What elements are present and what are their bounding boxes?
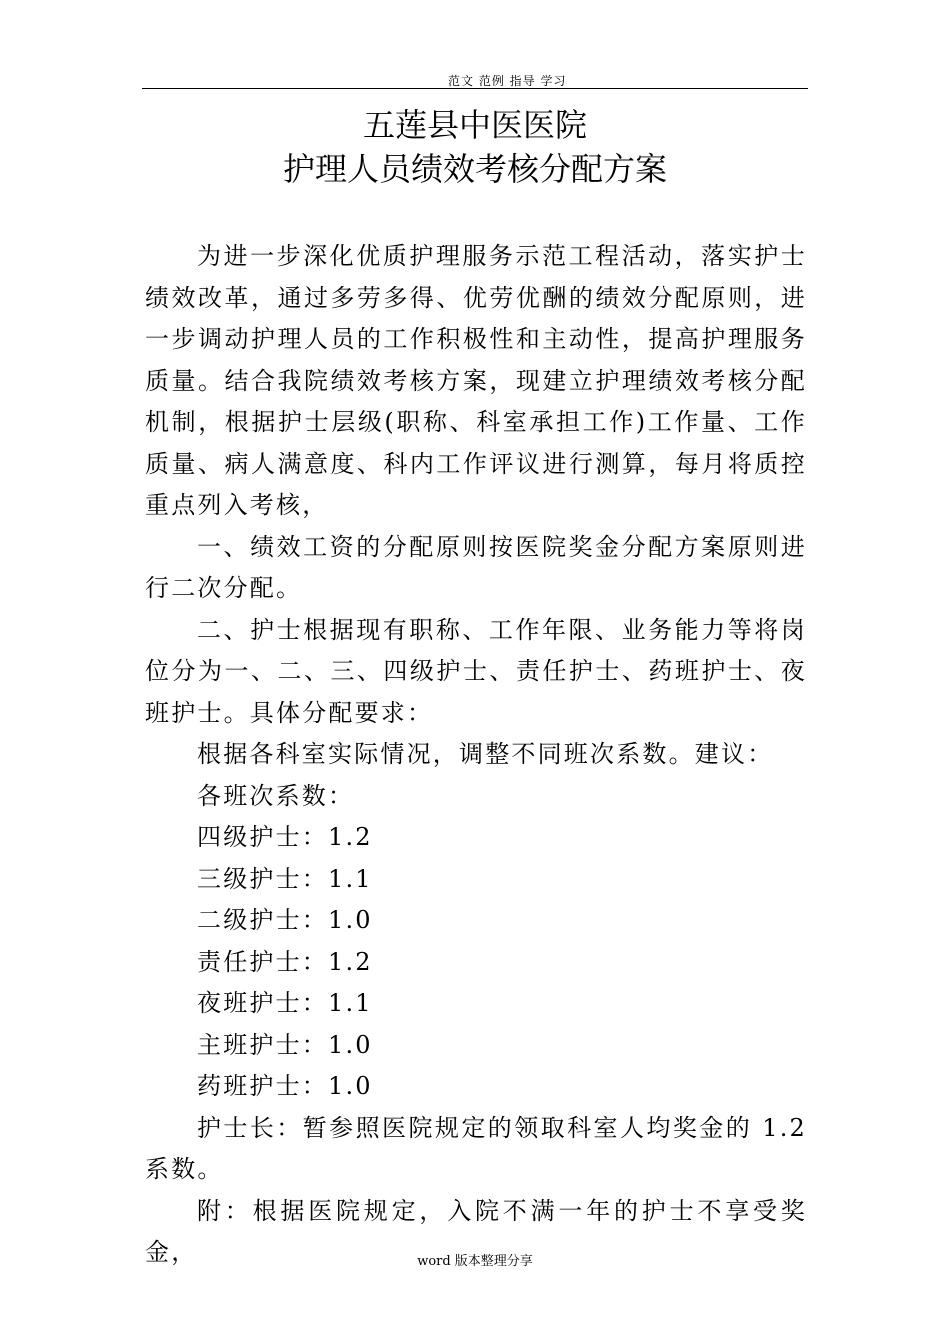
intro-paragraph: 为进一步深化优质护理服务示范工程活动，落实护士绩效改革，通过多劳多得、优劳优酬的绩效分配原则，进一步调动护理人员的工作积极性和主动性，提高护理服务质量。结合我院绩效考核方案，现建立护理绩效考核分配机制，根据护士层级(职称、科室承担工作)工作量、工作质量、病人满意度、科内工作评议进行测算，每月将质控重点列入考核， xyxy=(145,242,807,519)
coefficient-item: 三级护士：1.1 xyxy=(197,864,373,893)
suggestion-line: 根据各科室实际情况，调整不同班次系数。建议： xyxy=(197,740,774,768)
page-footer-text: word 版本整理分享 xyxy=(417,1254,533,1269)
coefficient-item: 夜班护士：1.1 xyxy=(197,989,373,1017)
head-nurse-paragraph: 护士长：暂参照医院规定的领取科室人均奖金的 1.2 系数。 xyxy=(145,1113,807,1183)
document-body xyxy=(145,236,807,1274)
section-2-paragraph: 二、护士根据现有职称、工作年限、业务能力等将岗位分为一、二、三、四级护士、责任护士、药班护士、夜班护士。具体分配要求： xyxy=(145,615,807,727)
note-paragraph: 附：根据医院规定，入院不满一年的护士不享受奖金， xyxy=(145,1196,807,1266)
document-title-line-2: 护理人员绩效考核分配方案 xyxy=(282,150,667,188)
coefficient-heading: 各班次系数： xyxy=(197,781,355,810)
page-header-text: 范文 范例 指导 学习 xyxy=(448,74,567,88)
coefficient-item: 四级护士：1.2 xyxy=(197,823,373,851)
section-1-paragraph: 一、绩效工资的分配原则按医院奖金分配方案原则进行二次分配。 xyxy=(145,532,807,602)
coefficient-item: 责任护士：1.2 xyxy=(197,947,373,976)
coefficient-item: 主班护士：1.0 xyxy=(197,1030,373,1059)
coefficient-item: 二级护士：1.0 xyxy=(197,906,373,934)
coefficient-item: 药班护士：1.0 xyxy=(197,1072,373,1100)
document-title-line-1: 五莲县中医医院 xyxy=(362,106,587,144)
